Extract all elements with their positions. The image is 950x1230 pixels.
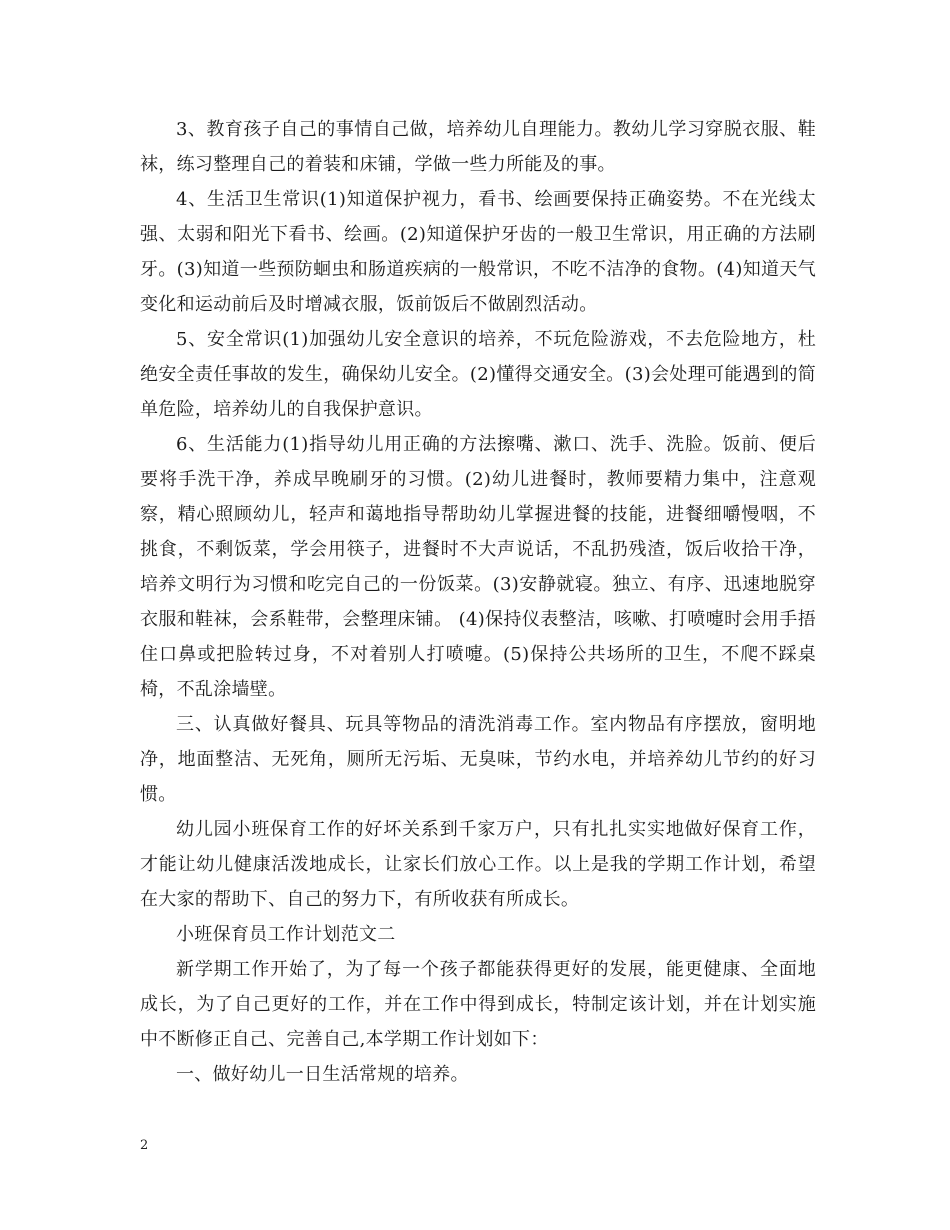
paragraph-self-care: 3、教育孩子自己的事情自己做，培养幼儿自理能力。教幼儿学习穿脱衣服、鞋袜，练习整理自己的着装和床铺，学做一些力所能及的事。 (140, 119, 816, 175)
paragraph-safety: 5、安全常识(1)加强幼儿安全意识的培养，不玩危险游戏，不去危险地方，杜绝安全责任事故的发生，确保幼儿安全。(2)懂得交通安全。(3)会处理可能遇到的简单危险，培养幼儿的自我保护意识。 (140, 329, 816, 420)
paragraph-disinfection: 三、认真做好餐具、玩具等物品的清洗消毒工作。室内物品有序摆放，窗明地净，地面整洁、无死角，厕所无污垢、无臭味，节约水电，并培养幼儿节约的好习惯。 (140, 714, 816, 805)
paragraph-item-one: 一、做好幼儿一日生活常规的培养。 (176, 1064, 469, 1085)
page-number: 2 (140, 1138, 149, 1153)
section-heading: 小班保育员工作计划范文二 (176, 924, 396, 945)
paragraph-life-skills: 6、生活能力(1)指导幼儿用正确的方法擦嘴、漱口、洗手、洗脸。饭前、便后要将手洗干净，养成早晚刷牙的习惯。(2)幼儿进餐时，教师要精力集中，注意观察，精心照顾幼儿，轻声和蔼地指导帮助幼儿掌握进餐的技能，进餐细嚼慢咽，不挑食，不剩饭菜，学会用筷子，进餐时不大声说话，不乱扔残渣，饭后收拾干净，培养文明行为习惯和吃完自己的一份饭菜。(3)安静就寝。独立、有序、迅速地脱穿衣服和鞋袜，会系鞋带，会整理床铺。 (4)保持仪表整洁，咳嗽、打喷嚏时会用手捂住口鼻或把脸转过身，不对着别人打喷嚏。(5)保持公共场所的卫生，不爬不踩桌椅，不乱涂墙壁。 (140, 434, 816, 700)
document-body (140, 112, 816, 1092)
paragraph-hygiene: 4、生活卫生常识(1)知道保护视力，看书、绘画要保持正确姿势。不在光线太强、太弱和阳光下看书、绘画。(2)知道保护牙齿的一般卫生常识，用正确的方法刷牙。(3)知道一些预防蛔虫和肠道疾病的一般常识，不吃不洁净的食物。(4)知道天气变化和运动前后及时增减衣服，饭前饭后不做剧烈活动。 (140, 189, 816, 315)
paragraph-intro: 新学期工作开始了，为了每一个孩子都能获得更好的发展，能更健康、全面地成长，为了自己更好的工作，并在工作中得到成长，特制定该计划，并在计划实施中不断修正自己、完善自己,本学期工作计划如下： (140, 959, 816, 1050)
paragraph-conclusion: 幼儿园小班保育工作的好坏关系到千家万户，只有扎扎实实地做好保育工作，才能让幼儿健康活泼地成长，让家长们放心工作。以上是我的学期工作计划，希望在大家的帮助下、自己的努力下，有所收获有所成长。 (140, 819, 816, 910)
